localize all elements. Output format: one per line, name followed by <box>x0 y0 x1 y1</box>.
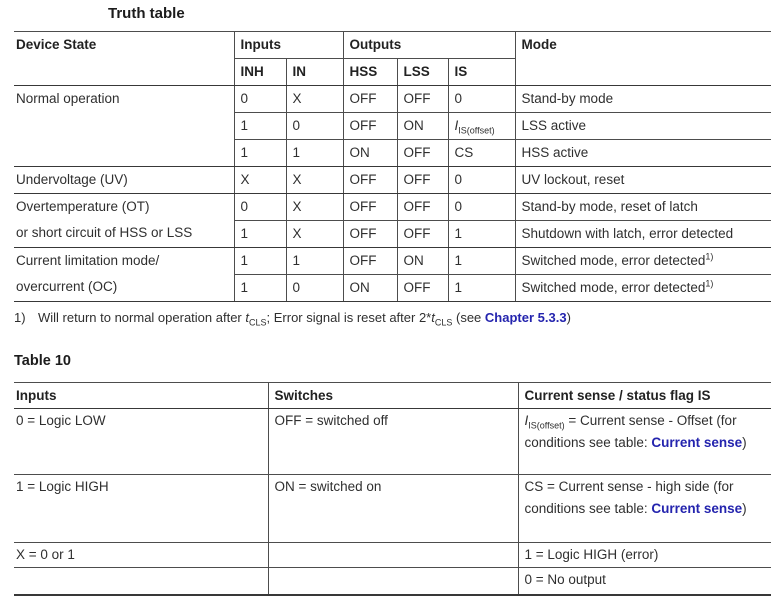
is-offset-subscript: IS(offset) <box>458 125 495 136</box>
cell-text: ) <box>742 435 747 450</box>
table10-heading: Table 10 <box>14 353 71 369</box>
cell-mode: Stand-by mode <box>515 86 771 113</box>
cell-switches: ON = switched on <box>268 475 518 543</box>
col-header-device-state: Device State <box>14 32 234 86</box>
device-state-line1: Overtemperature (OT) <box>16 199 150 214</box>
cell-is: 0 <box>448 86 515 113</box>
cell-in: X <box>286 167 343 194</box>
footnote-text: ; Error signal is reset after 2* <box>266 310 432 325</box>
cell-mode <box>515 248 771 275</box>
device-state-cell: Undervoltage (UV) <box>14 167 234 194</box>
cell-inh: X <box>234 167 286 194</box>
mode-text: Switched mode, error detected <box>521 253 706 268</box>
cell-inputs: X = 0 or 1 <box>14 543 268 568</box>
col-header-inh: INH <box>234 59 286 86</box>
t-symbol: t <box>431 310 435 325</box>
device-state-cell <box>14 194 234 248</box>
cell-switches: OFF = switched off <box>268 409 518 475</box>
cell-hss: OFF <box>343 113 397 140</box>
cell-is: CS <box>448 140 515 167</box>
cell-switches <box>268 543 518 568</box>
device-state-cell: Normal operation <box>14 86 234 167</box>
cell-current-sense: 0 = No output <box>518 568 771 595</box>
cell-hss: OFF <box>343 167 397 194</box>
cell-lss: OFF <box>397 86 448 113</box>
current-sense-link[interactable]: Current sense <box>651 435 743 450</box>
cell-text: ) <box>742 501 747 516</box>
is-offset-subscript: IS(offset) <box>528 420 565 431</box>
cell-lss: OFF <box>397 194 448 221</box>
col-header-current-sense: Current sense / status flag IS <box>518 383 771 409</box>
cell-mode: UV lockout, reset <box>515 167 771 194</box>
chapter-5-3-3-link[interactable]: Chapter 5.3.3 <box>484 310 567 325</box>
cell-in: X <box>286 86 343 113</box>
cell-inh: 1 <box>234 113 286 140</box>
cell-hss: ON <box>343 140 397 167</box>
truth-table-heading: Truth table <box>108 5 185 22</box>
col-header-outputs: Outputs <box>343 32 515 59</box>
device-state-line2: overcurrent (OC) <box>16 279 118 294</box>
table10 <box>14 382 771 596</box>
cell-is: 1 <box>448 221 515 248</box>
cell-lss: ON <box>397 248 448 275</box>
col-header-mode: Mode <box>515 32 771 86</box>
cell-current-sense <box>518 475 771 543</box>
t-symbol: t <box>245 310 249 325</box>
cell-current-sense: 1 = Logic HIGH (error) <box>518 543 771 568</box>
cell-is: 0 <box>448 167 515 194</box>
cell-inh: 0 <box>234 194 286 221</box>
device-state-cell <box>14 248 234 302</box>
cell-in: X <box>286 194 343 221</box>
cell-in: 1 <box>286 248 343 275</box>
footnote-ref: 1) <box>705 251 714 262</box>
cell-mode <box>515 275 771 302</box>
cell-lss: OFF <box>397 167 448 194</box>
cell-is: 1 <box>448 248 515 275</box>
cell-inputs: 0 = Logic LOW <box>14 409 268 475</box>
col-header-hss: HSS <box>343 59 397 86</box>
cell-hss: OFF <box>343 248 397 275</box>
is-offset-symbol: I <box>524 413 529 428</box>
cell-inputs <box>14 568 268 595</box>
footnote-ref: 1) <box>705 278 714 289</box>
cell-inh: 1 <box>234 248 286 275</box>
footnote <box>14 308 771 328</box>
cell-inputs: 1 = Logic HIGH <box>14 475 268 543</box>
cell-lss: OFF <box>397 221 448 248</box>
col-header-lss: LSS <box>397 59 448 86</box>
cell-current-sense <box>518 409 771 475</box>
footnote-marker: 1) <box>14 310 26 325</box>
cls-subscript: CLS <box>249 317 267 328</box>
current-sense-link[interactable]: Current sense <box>651 501 743 516</box>
cell-mode: Stand-by mode, reset of latch <box>515 194 771 221</box>
device-state-line1: Current limitation mode/ <box>16 253 160 268</box>
cell-text: CS = Current sense - high side (for conditions see table: <box>524 479 734 516</box>
cell-in: 1 <box>286 140 343 167</box>
cell-lss: OFF <box>397 140 448 167</box>
cell-mode: HSS active <box>515 140 771 167</box>
cell-inh: 0 <box>234 86 286 113</box>
cell-hss: OFF <box>343 86 397 113</box>
col-header-in: IN <box>286 59 343 86</box>
cell-inh: 1 <box>234 140 286 167</box>
footnote-text: (see <box>452 310 485 325</box>
footnote-text: Will return to normal operation after <box>38 310 246 325</box>
cell-text: = Current sense - Offset (for conditions see table: <box>524 413 737 450</box>
cell-lss: OFF <box>397 275 448 302</box>
cell-switches <box>268 568 518 595</box>
device-state-line2: or short circuit of HSS or LSS <box>16 225 193 240</box>
cell-inh: 1 <box>234 275 286 302</box>
col-header-inputs: Inputs <box>14 383 268 409</box>
col-header-switches: Switches <box>268 383 518 409</box>
col-header-is: IS <box>448 59 515 86</box>
cls-subscript: CLS <box>434 317 453 328</box>
cell-is <box>448 113 515 140</box>
cell-in: 0 <box>286 113 343 140</box>
cell-hss: OFF <box>343 194 397 221</box>
cell-mode: Shutdown with latch, error detected <box>515 221 771 248</box>
cell-lss: ON <box>397 113 448 140</box>
cell-is: 0 <box>448 194 515 221</box>
mode-text: Switched mode, error detected <box>521 280 706 295</box>
cell-hss: OFF <box>343 221 397 248</box>
cell-mode: LSS active <box>515 113 771 140</box>
cell-inh: 1 <box>234 221 286 248</box>
cell-in: 0 <box>286 275 343 302</box>
footnote-text: ) <box>566 310 571 325</box>
col-header-inputs: Inputs <box>234 32 343 59</box>
cell-hss: ON <box>343 275 397 302</box>
is-offset-symbol: I <box>454 118 459 133</box>
truth-table <box>14 31 771 302</box>
cell-is: 1 <box>448 275 515 302</box>
cell-in: X <box>286 221 343 248</box>
